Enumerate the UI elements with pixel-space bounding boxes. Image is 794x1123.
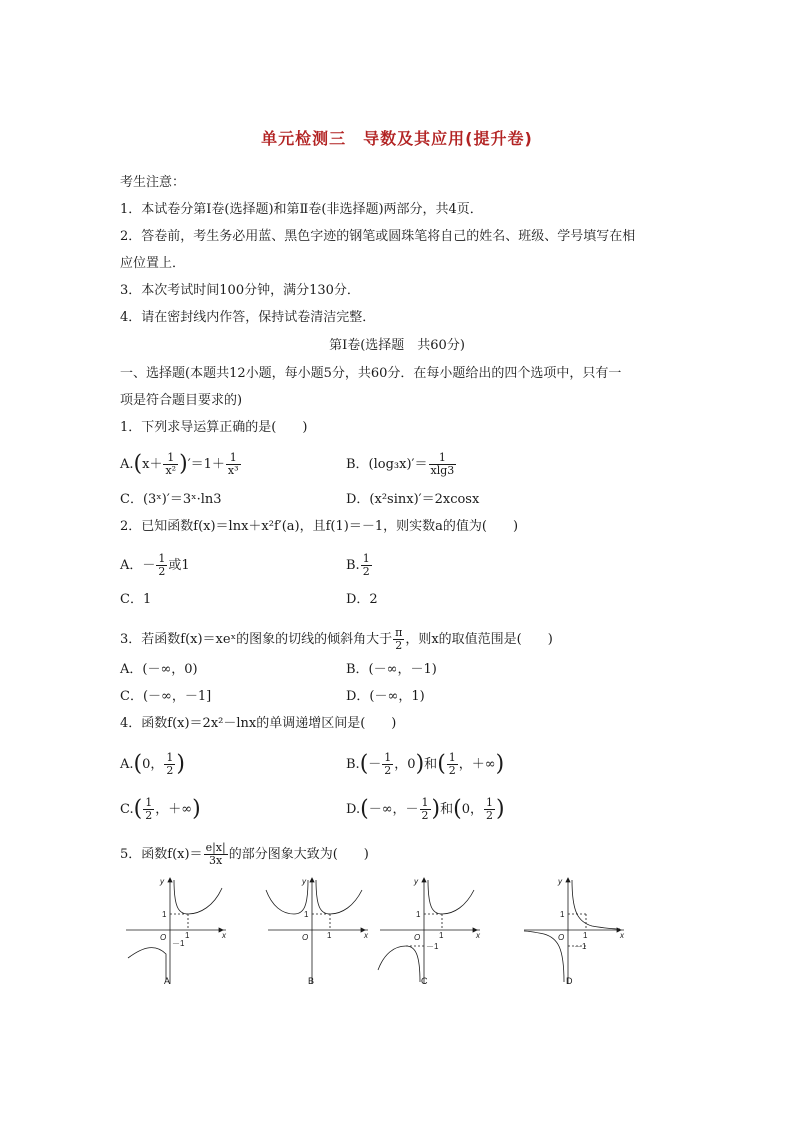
axis-label-y: y [558,877,562,886]
axis-label-y: y [160,877,164,886]
origin-label: O [302,933,309,942]
axis-label-x: x [364,931,368,940]
graph-label-b: B [308,976,315,986]
section-heading: 一、选择题(本题共12小题，每小题5分，共60分．在每小题给出的四个选项中，只有一 [120,366,622,381]
question-4-stem: 4．函数f(x)＝2x²－lnx的单调递增区间是( ) [120,716,397,731]
question-1-option-a: A.(x＋ $\frac{1}{\text{x²}}$ )′＝1＋ $\frac{1}{\text{x³}}$ [120,451,239,477]
question-4-option-d: D.(－∞，－ $\frac{1}{2}$ )和(0， $\frac{1}{2}$ ) [346,796,505,822]
graph-label-d: D [566,976,573,986]
question-2-option-c: C．1 [120,592,152,607]
tick-label-neg-1: －1 [426,942,439,951]
graph-a [122,872,232,990]
question-3-option-a: A．(－∞，0) [120,662,198,677]
page-title: 单元检测三 导数及其应用(提升卷) [261,129,533,148]
notice-item: 应位置上． [120,256,186,271]
tick-label-1-y: 1 [162,910,167,919]
question-2-option-a: A．－ $\frac{1}{2}$ 或1 [120,552,190,578]
graph-label-a: A [164,976,171,986]
question-5-stem: 5．函数f(x)＝ $\frac{e|x|}{3x}$ 的部分图象大致为( ) [120,841,369,867]
origin-label: O [558,933,565,942]
notice-item: 2．答卷前，考生务必用蓝、黑色字迹的钢笔或圆珠笔将自己的姓名、班级、学号填写在相 [120,229,636,244]
question-4-option-c: C.( $\frac{1}{2}$ ，＋∞) [120,796,201,822]
tick-label-1-y: 1 [416,910,421,919]
graph-c [376,872,486,990]
tick-label-1-x: 1 [327,931,332,940]
tick-label-1-y: 1 [304,910,309,919]
question-3-option-c: C．(－∞，－1] [120,689,212,704]
question-3-stem: 3．若函数f(x)＝xeˣ的图象的切线的倾斜角大于 $\frac{\pi}{2}$ ，则x的取值范围是( ) [120,626,553,652]
tick-label-1-x: 1 [185,931,190,940]
question-4-option-b: B.(－ $\frac{1}{2}$ ，0)和( $\frac{1}{2}$ ，＋∞) [346,751,505,777]
question-2-option-d: D．2 [346,592,378,607]
notice-item: 3．本次考试时间100分钟，满分130分． [120,283,360,298]
axis-label-x: x [620,931,624,940]
graph-b [264,872,374,990]
axis-label-x: x [222,931,226,940]
question-3-option-d: D．(－∞，1) [346,689,425,704]
tick-label-1-x: 1 [439,931,444,940]
tick-label-1-y: 1 [560,910,565,919]
question-2-option-b: B. $\frac{1}{2}$ [346,552,370,578]
notice-item: 4．请在密封线内作答，保持试卷清洁完整． [120,310,376,325]
origin-label: O [160,933,167,942]
part1-title: 第Ⅰ卷(选择题 共60分) [329,338,465,353]
question-1-option-d: D．(x²sinx)′＝2xcosx [346,492,480,507]
question-2-stem: 2．已知函数f(x)＝lnx＋x²f′(a)，且f(1)＝－1，则实数a的值为( ) [120,519,519,534]
graph-label-c: C [421,976,428,986]
graph-d [520,872,630,990]
axis-label-y: y [414,877,418,886]
question-1-option-b: B．(log₃x)′＝ $\frac{1}{xlg3}$ [346,451,455,477]
question-1-option-c: C．(3ˣ)′＝3ˣ·ln3 [120,492,222,507]
question-4-option-a: A.(0， $\frac{1}{2}$ ) [120,751,185,777]
notice-item: 1．本试卷分第Ⅰ卷(选择题)和第Ⅱ卷(非选择题)两部分，共4页． [120,202,483,217]
origin-label: O [414,933,421,942]
notice-heading: 考生注意： [120,175,186,190]
axis-label-y: y [302,877,306,886]
tick-label-neg-1: －1 [574,942,587,951]
section-heading-cont: 项是符合题目要求的) [120,393,243,408]
tick-label-neg-1: －1 [172,939,185,948]
question-1-stem: 1．下列求导运算正确的是( ) [120,420,308,435]
question-3-option-b: B．(－∞，－1) [346,662,437,677]
axis-label-x: x [476,931,480,940]
tick-label-1-x: 1 [583,931,588,940]
